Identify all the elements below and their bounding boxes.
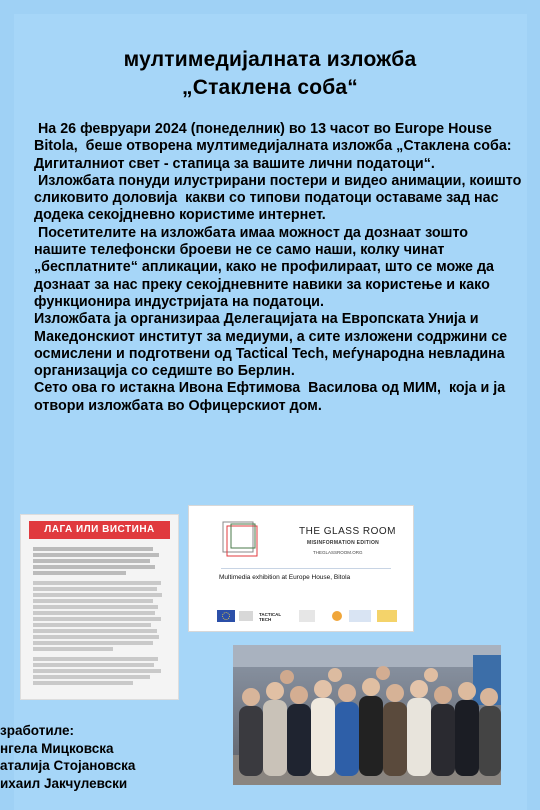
svg-text:TECH: TECH	[259, 617, 272, 622]
poster-small-text	[33, 547, 166, 685]
poster-image	[20, 514, 179, 700]
paragraph-1: На 26 февруари 2024 (понеделник) во 13 часот во Europe House Bitola, беше отворена мултимедијалната изложба „Стаклена соба: Дигиталниот свет - стапица за вашите лични податоци“.	[34, 121, 516, 172]
paragraph-3: Посетителите на изложбата имаа можност да дознаат зошто нашите телефонски броеви не се само наши, колку чинат „бесплатните“ апликации, како не профилираат, што се може да дознаат за нас преку секојдневните навики за користење и како функционира индустријата на податоци.	[34, 224, 498, 310]
article-body	[34, 121, 524, 415]
page-title	[40, 46, 500, 102]
paragraph-2: Изложбата понуди илустрирани постери и видео анимации, коишто сликовито доловија какви со типови податоци оставаме зад нас додека секојдневно користиме интернет.	[34, 172, 526, 224]
glass-room-card	[188, 505, 414, 632]
partner-logos	[217, 608, 402, 624]
credits-name-3: ихаил Јакчулевски	[0, 775, 128, 791]
title-line-1: мултимедијалната изложба	[123, 48, 417, 71]
credits-name-1: нгела Мицковска	[0, 740, 114, 756]
poster-heading: ЛАГА ИЛИ ВИСТИНА	[29, 521, 170, 539]
group-photo	[233, 645, 501, 785]
glass-room-edition: MISINFORMATION EDITION	[307, 540, 380, 546]
paragraph-4: Изложбата ја организираа Делегацијата на Европската Унија и Македонскиот институт за медиуми, а сите изложени содржини се осмислени и подготвени од Tactical Tech, меѓународна невладина организација со седиште во Берлин.	[34, 311, 512, 380]
credits-heading: зработиле:	[0, 723, 75, 738]
credits-name-2: аталија Стојановска	[0, 758, 136, 773]
glass-room-name: THE GLASS ROOM	[299, 526, 397, 537]
title-line-2: „Стаклена соба“	[182, 76, 358, 99]
svg-text:TACTICAL: TACTICAL	[259, 612, 282, 617]
glass-room-url: THEGLASSROOM.ORG	[313, 550, 363, 555]
paragraph-5: Сето ова го истакна Ивона Ефтимова Василова од МИМ, која и ја отвори изложбата во Офицерскиот дом.	[34, 380, 510, 414]
glass-room-logo-icon	[221, 520, 261, 560]
divider	[221, 568, 391, 569]
credits	[0, 722, 200, 792]
glass-room-caption: Multimedia exhibition at Europe House, Bitola	[219, 574, 351, 581]
